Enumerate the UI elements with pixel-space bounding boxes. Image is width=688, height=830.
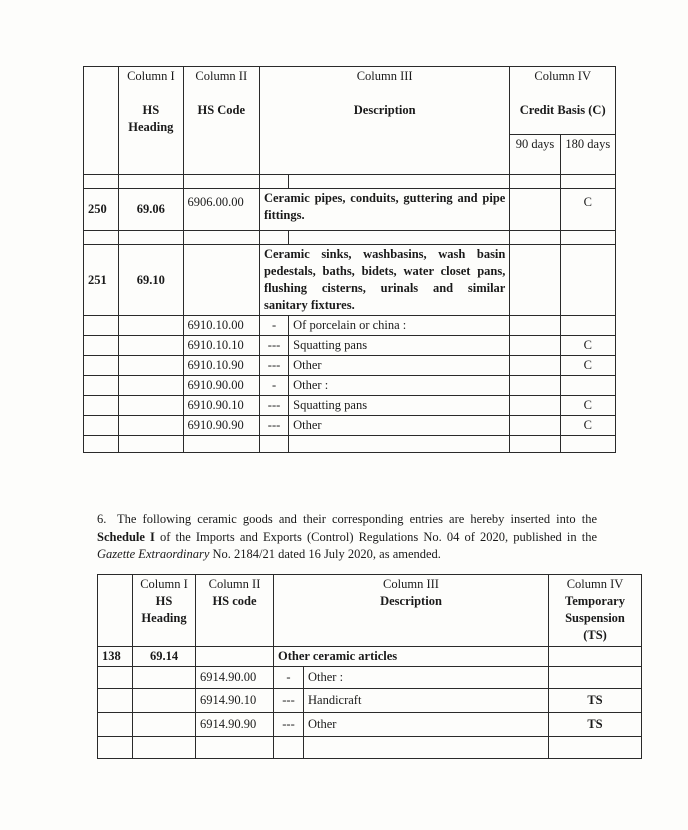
description: Squatting pans [289,396,510,416]
credit-180: C [560,416,615,436]
t1-header-col1 [119,67,183,175]
hs-code: 6910.10.00 [183,316,259,336]
t1-header-col2 [183,67,259,175]
credit-180 [560,316,615,336]
description: Other ceramic articles [274,647,549,667]
credit-180: C [560,356,615,376]
t1-col3-title: Description [353,103,416,117]
description: Other [289,416,510,436]
hs-code: 6910.90.10 [183,396,259,416]
description: Other : [304,667,549,689]
schedule-ref: Schedule I [97,529,155,544]
dash: --- [274,689,304,713]
t2-header-col1 [133,575,196,647]
t2-col2-title: HS code [212,594,257,608]
entry-number: 251 [84,245,119,316]
description: Other : [289,376,510,396]
table-row [98,647,642,667]
table-row [84,245,616,316]
t1-col4-title: Credit Basis (C) [519,103,606,117]
dash: - [259,316,288,336]
hs-heading: 69.14 [133,647,196,667]
table-row [84,175,616,189]
credit-180: C [560,336,615,356]
t1-sub-180days: 180 days [560,135,615,175]
t2-header-col3 [274,575,549,647]
entry-number: 250 [84,189,119,231]
hs-code: 6910.10.10 [183,336,259,356]
credit-180 [560,376,615,396]
t2-col3-label: Column III [383,577,439,591]
paragraph-text-2: of the Imports and Exports (Control) Regulations No. 04 of 2020, published in the [154,529,597,544]
hs-code: 6906.00.00 [183,189,259,231]
table-row [84,376,616,396]
dash: --- [259,336,288,356]
t1-header-no [84,67,119,175]
table-row [84,336,616,356]
t2-col1-label: Column I [140,577,188,591]
dash: --- [259,416,288,436]
table-row [84,231,616,245]
description: Ceramic pipes, conduits, guttering and pipe fittings. [259,189,509,231]
description: Handicraft [304,689,549,713]
paragraph-text-1: The following ceramic goods and their corresponding entries are hereby inserted into the [117,512,597,526]
t1-col3-label: Column III [356,69,413,83]
t2-col1-title: HS Heading [141,594,187,625]
hs-code: 6914.90.10 [196,689,274,713]
paragraph-text [97,511,597,564]
credit-180: C [560,189,615,231]
dash: --- [274,713,304,737]
description: Other [304,713,549,737]
table-row [84,436,616,453]
t2-header-col2 [196,575,274,647]
t2-col2-label: Column II [208,577,261,591]
description: Other [289,356,510,376]
hs-code: 6914.90.90 [196,713,274,737]
ts-marker [549,667,642,689]
hs-code: 6910.90.00 [183,376,259,396]
table-row [84,416,616,436]
description: Of porcelain or china : [289,316,510,336]
description: Squatting pans [289,336,510,356]
entry-number: 138 [98,647,133,667]
hs-code: 6910.10.90 [183,356,259,376]
ts-marker: TS [549,713,642,737]
gazette-ref: Gazette Extraordinary [97,547,210,561]
hs-code: 6910.90.90 [183,416,259,436]
description: Ceramic sinks, washbasins, wash basin pedestals, baths, bidets, water closet pans, flushing cisterns, urinals and similar sanitary fixtures. [259,245,509,316]
dash: --- [259,356,288,376]
table-row [84,396,616,416]
t1-header-col3 [259,67,509,175]
paragraph-text-3: No. 2184/21 dated 16 July 2020, as amended. [209,547,441,561]
table-row [84,356,616,376]
table-row [84,189,616,231]
hs-code: 6914.90.00 [196,667,274,689]
hs-heading: 69.10 [119,245,183,316]
ts-marker: TS [549,689,642,713]
paragraph-number: 6. [97,512,107,526]
t1-col2-label: Column II [195,69,248,83]
dash: - [274,667,304,689]
t1-col1-label: Column I [127,69,175,83]
t1-col4-label: Column IV [534,69,591,83]
credit-basis-table [83,66,616,453]
table-row [98,713,642,737]
table-row [84,316,616,336]
table-row [98,689,642,713]
table-row [98,667,642,689]
temporary-suspension-table [97,574,642,759]
dash: --- [259,396,288,416]
t1-col1-title: HS Heading [128,103,174,134]
t2-col4-title: Temporary Suspension (TS) [565,594,625,642]
t2-col3-title: Description [380,594,442,608]
t2-header-col4 [549,575,642,647]
amendment-paragraph [97,511,597,564]
t1-col2-title: HS Code [197,103,246,117]
dash: - [259,376,288,396]
hs-heading: 69.06 [119,189,183,231]
t2-col4-label: Column IV [566,577,624,591]
t1-header-col4 [510,67,616,135]
table-row [98,737,642,759]
t1-sub-90days: 90 days [510,135,560,175]
t2-header-no [98,575,133,647]
credit-180: C [560,396,615,416]
